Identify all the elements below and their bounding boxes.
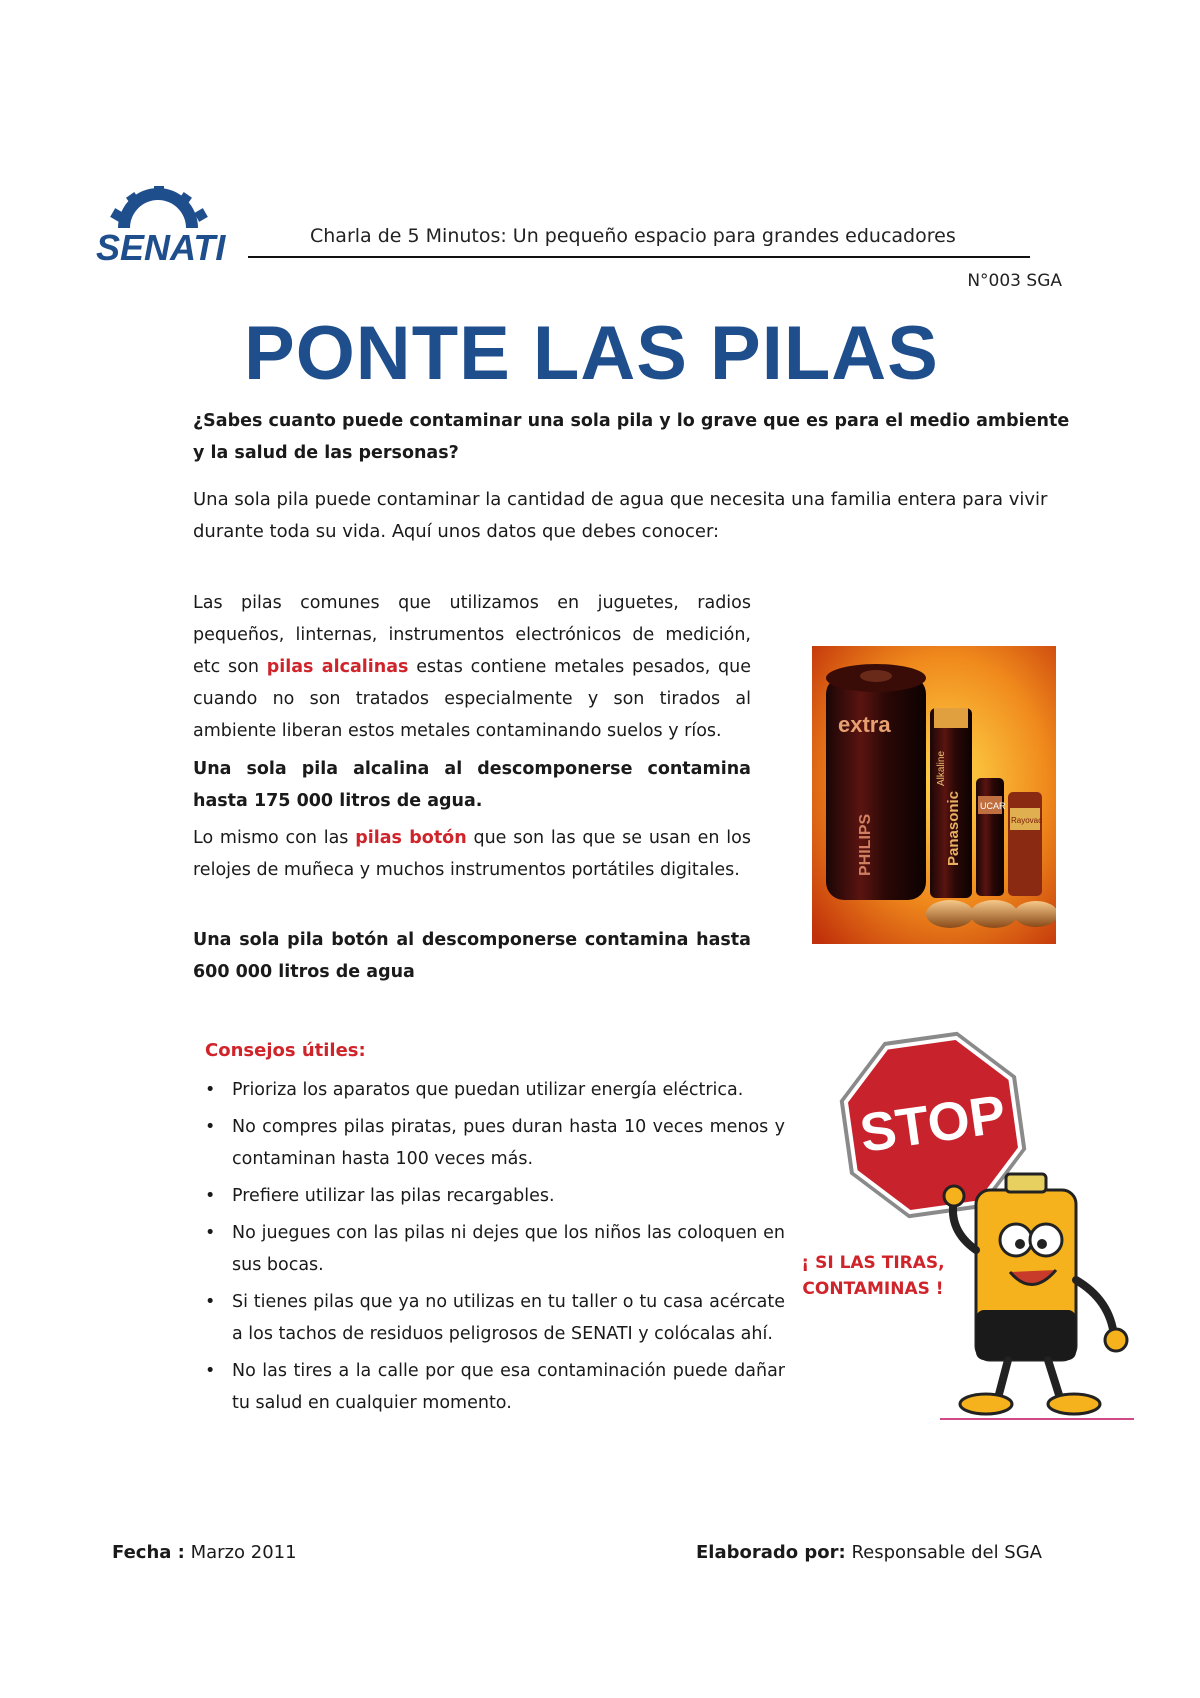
intro-paragraph: Una sola pila puede contaminar la cantidad de agua que necesita una familia entera para vivir durante toda su vida. Aquí unos datos que debes conocer: xyxy=(193,489,1048,542)
battery-label-alkaline: Alkaline xyxy=(936,750,947,786)
tips-list xyxy=(205,1074,785,1424)
stop-text: STOP xyxy=(856,1084,1010,1164)
button-battery-highlight: pilas botón xyxy=(355,828,467,848)
battery-label-extra: extra xyxy=(838,712,891,737)
battery-label-philips: PHILIPS xyxy=(857,813,874,876)
stop-slogan: ¡ SI LAS TIRAS, CONTAMINAS ! xyxy=(801,1253,945,1299)
battery-label-ucar: UCAR xyxy=(980,801,1006,811)
document-number: N°003 SGA xyxy=(967,271,1062,291)
author-value: Responsable del SGA xyxy=(845,1542,1042,1563)
tip-item: • Prioriza los aparatos que puedan utilizar energía eléctrica. xyxy=(205,1080,744,1100)
batteries-photo xyxy=(812,646,1056,944)
alkaline-highlight: pilas alcalinas xyxy=(266,657,409,677)
button-battery-fact: Una sola pila botón al descomponerse contamina hasta 600 000 litros de agua xyxy=(193,930,751,982)
tip-item: • No las tires a la calle por que esa contaminación puede dañar tu salud en cualquier momento. xyxy=(205,1361,785,1413)
tip-item: • Si tienes pilas que ya no utilizas en tu taller o tu casa acércate a los tachos de residuos peligrosos de SENATI y colócalas ahí. xyxy=(205,1292,785,1344)
author-label: Elaborado por: xyxy=(696,1542,846,1563)
mascot-ground-line xyxy=(940,1418,1134,1420)
senati-logo xyxy=(96,186,238,266)
header-divider xyxy=(248,256,1030,258)
tip-item: • Prefiere utilizar las pilas recargables. xyxy=(205,1186,555,1206)
tip-item: • No compres pilas piratas, pues duran hasta 10 veces menos y contaminan hasta 100 veces más. xyxy=(205,1117,785,1169)
tips-title: Consejos útiles: xyxy=(205,1040,366,1061)
battery-label-rayovac: Rayovac xyxy=(1011,816,1043,825)
battery-mascot-icon xyxy=(928,1160,1138,1422)
date-label: Fecha : xyxy=(112,1542,185,1563)
alkaline-paragraph: Las pilas comunes que utilizamos en juguetes, radios pequeños, linternas, instrumentos electrónicos de medición, etc son pilas alcalinas estas contiene metales pesados, que cuando no son tratados especialmente y son tirados al ambiente liberan estos metales contaminando suelos y ríos. xyxy=(193,593,751,741)
footer-date xyxy=(112,1542,297,1563)
logo-text: SENATI xyxy=(96,227,226,266)
button-battery-paragraph: Lo mismo con las pilas botón que son las que se usan en los relojes de muñeca y muchos instrumentos portátiles digitales. xyxy=(193,828,751,880)
footer-author xyxy=(696,1542,1042,1563)
header-subtitle: Charla de 5 Minutos: Un pequeño espacio para grandes educadores xyxy=(310,225,956,247)
page-title: PONTE LAS PILAS xyxy=(244,311,939,396)
battery-label-panasonic: Panasonic xyxy=(945,790,962,866)
intro-question: ¿Sabes cuanto puede contaminar una sola pila y lo grave que es para el medio ambiente y la salud de las personas? xyxy=(193,411,1070,463)
tip-item: • No juegues con las pilas ni dejes que los niños las coloquen en sus bocas. xyxy=(205,1223,785,1275)
date-value: Marzo 2011 xyxy=(184,1542,297,1563)
alkaline-fact: Una sola pila alcalina al descomponerse contamina hasta 175 000 litros de agua. xyxy=(193,759,751,811)
